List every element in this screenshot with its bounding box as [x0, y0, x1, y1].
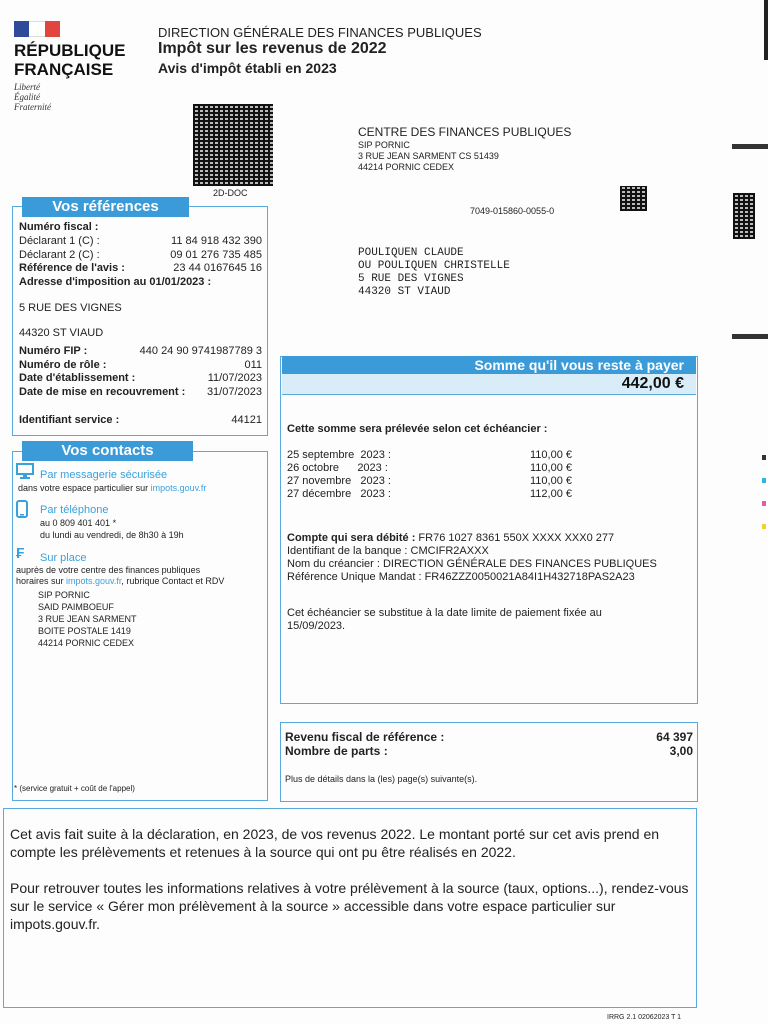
role-label: Numéro de rôle : [19, 359, 107, 371]
recipient-line2: OU POULIQUEN CHRISTELLE [358, 260, 510, 272]
schedule-amount: 110,00 € [529, 475, 572, 487]
color-mark [762, 501, 766, 506]
centre-line1: SIP PORNIC [358, 140, 410, 150]
date-etablissement-value: 11/07/2023 [207, 372, 262, 384]
schedule-amount: 110,00 € [529, 449, 572, 461]
more-details: Plus de détails dans la (les) page(s) suivante(s). [285, 774, 478, 784]
contact-addr1: SIP PORNIC [38, 590, 90, 600]
recipient-line3: 5 RUE DES VIGNES [358, 273, 464, 285]
centre-contact-address [38, 589, 137, 649]
sur-place-line1: auprès de votre centre des finances publiques [16, 565, 201, 575]
contact-addr3: 3 RUE JEAN SARMENT [38, 614, 137, 624]
margin-mark [732, 334, 768, 339]
schedule-date: 27 novembre 2023 : [287, 475, 391, 487]
contact-addr5: 44214 PORNIC CEDEX [38, 638, 135, 648]
parts-label: Nombre de parts : [285, 744, 388, 758]
computer-icon [16, 463, 34, 482]
date-recouvrement-label: Date de mise en recouvrement : [19, 386, 186, 398]
centre-name: CENTRE DES FINANCES PUBLIQUES [358, 125, 572, 139]
service-footnote: * (service gratuit + coût de l'appel) [14, 784, 135, 793]
account-value: FR76 1027 8361 550X XXXX XXX0 277 [415, 532, 615, 544]
sur-place-title: Sur place [40, 552, 87, 564]
margin-mark [732, 144, 768, 149]
messagerie-desc: dans votre espace particulier sur [18, 483, 151, 493]
recipient-line1: POULIQUEN CLAUDE [358, 247, 464, 259]
contacts-title: Vos contacts [22, 441, 193, 461]
impots-link[interactable]: impots.gouv.fr [150, 483, 207, 493]
schedule-intro: Cette somme sera prélevée selon cet échéancier : [287, 423, 548, 435]
rfr-value: 64 397 [656, 730, 693, 744]
logo-line1: RÉPUBLIQUE [14, 41, 126, 60]
franc-icon: ₣ [16, 545, 25, 562]
phone-icon [16, 500, 28, 523]
schedule-note: Cet échéancier se substitue à la date limite de paiement fixée au 15/09/2023. [287, 607, 602, 632]
color-mark [762, 455, 766, 460]
tax-address-label: Adresse d'imposition au 01/01/2023 : [19, 276, 212, 288]
motto-liberte: Liberté [14, 82, 40, 92]
logo-text [14, 41, 125, 79]
logo-motto [14, 82, 51, 112]
side-datamatrix [733, 193, 755, 239]
fip-label: Numéro FIP : [19, 345, 88, 357]
2d-doc-barcode [193, 104, 273, 186]
mandate-reference: Référence Unique Mandat : FR46ZZZ0050021A84I1H432718PAS2A23 [287, 571, 635, 583]
declarant2-label: Déclarant 2 (C) : [19, 249, 100, 261]
notice-paragraph-1: Cet avis fait suite à la déclaration, en 2023, de vos revenus 2022. Le montant porté sur cet avis prend en compte les prélèvements et retenues à la source qui ont pu être réalisés en 2022. [10, 826, 660, 860]
color-mark [762, 478, 766, 483]
account-label: Compte qui sera débité : [287, 532, 416, 544]
logo-line2: FRANÇAISE [14, 60, 114, 79]
horaires-prefix: horaires sur [16, 576, 67, 586]
small-datamatrix [620, 186, 647, 211]
motto-egalite: Égalité [14, 92, 40, 102]
centre-address [358, 140, 499, 173]
header-direction: DIRECTION GÉNÉRALE DES FINANCES PUBLIQUES [158, 25, 482, 40]
french-flag-logo [14, 21, 60, 37]
avis-reference-label: Référence de l'avis : [19, 262, 125, 274]
avis-reference-value: 23 44 0167645 16 [173, 262, 262, 274]
recipient-address [358, 247, 510, 299]
horaires-suffix: , rubrique Contact et RDV [121, 576, 225, 586]
creditor-name: Nom du créancier : DIRECTION GÉNÉRALE DES FINANCES PUBLIQUES [287, 558, 657, 570]
declarant1-value: 11 84 918 432 390 [171, 235, 262, 247]
messagerie-text [18, 483, 206, 493]
page-subtitle: Avis d'impôt établi en 2023 [158, 60, 337, 76]
schedule-date: 27 décembre 2023 : [287, 488, 391, 500]
contact-addr2: SAID PAIMBOEUF [38, 602, 114, 612]
impots-link-2[interactable]: impots.gouv.fr [66, 576, 122, 586]
margin-mark [764, 0, 768, 60]
service-id-label: Identifiant service : [19, 414, 120, 426]
document-code: 7049-015860-0055-0 [470, 206, 555, 216]
tax-address-line2: 44320 ST VIAUD [19, 327, 104, 339]
amount-divider [282, 394, 696, 395]
schedule-amount: 110,00 € [529, 462, 572, 474]
sur-place-line2 [16, 576, 224, 587]
tax-address-line1: 5 RUE DES VIGNES [19, 302, 122, 314]
fiscal-number-label: Numéro fiscal : [19, 221, 99, 233]
declarant1-label: Déclarant 1 (C) : [19, 235, 100, 247]
debit-account [287, 532, 614, 545]
telephone-number: au 0 809 401 401 * [40, 518, 117, 528]
recipient-line4: 44320 ST VIAUD [358, 286, 451, 298]
centre-line3: 44214 PORNIC CEDEX [358, 162, 455, 172]
schedule-date: 25 septembre 2023 : [287, 449, 391, 461]
payment-title: Somme qu'il vous reste à payer [282, 356, 696, 374]
payment-amount: 442,00 € [282, 374, 696, 394]
schedule-amount: 112,00 € [529, 488, 572, 500]
notice-paragraph-2: Pour retrouver toutes les informations relatives à votre prélèvement à la source (taux, options...), rendez-vous sur le service « Gérer mon prélèvement à la source » accessible dans votre espace particulier sur impots.gouv.fr. [10, 880, 689, 932]
sur-place-text [16, 565, 224, 587]
date-recouvrement-value: 31/07/2023 [206, 386, 262, 398]
page-title: Impôt sur les revenus de 2022 [158, 40, 387, 57]
telephone-hours: du lundi au vendredi, de 8h30 à 19h [40, 530, 184, 540]
rfr-label: Revenu fiscal de référence : [285, 730, 445, 744]
payment-box [280, 356, 698, 704]
bank-identifier: Identifiant de la banque : CMCIFR2AXXX [287, 545, 489, 557]
barcode-label: 2D-DOC [213, 188, 248, 198]
references-title: Vos références [22, 197, 189, 217]
service-id-value: 44121 [231, 414, 262, 426]
parts-value: 3,00 [669, 744, 693, 758]
schedule-date: 26 octobre 2023 : [287, 462, 388, 474]
color-mark [762, 524, 766, 529]
declarant2-value: 09 01 276 735 485 [170, 249, 262, 261]
messagerie-title: Par messagerie sécurisée [40, 469, 168, 481]
role-value: 011 [244, 359, 262, 371]
footer-code: IRRG 2.1 02062023 T 1 [607, 1014, 682, 1021]
motto-fraternite: Fraternité [14, 102, 51, 112]
fip-value: 440 24 90 9741987789 3 [139, 345, 262, 357]
date-etablissement-label: Date d'établissement : [19, 372, 136, 384]
contact-addr4: BOITE POSTALE 1419 [38, 626, 131, 636]
centre-line2: 3 RUE JEAN SARMENT CS 51439 [358, 151, 499, 161]
telephone-title: Par téléphone [40, 504, 109, 516]
